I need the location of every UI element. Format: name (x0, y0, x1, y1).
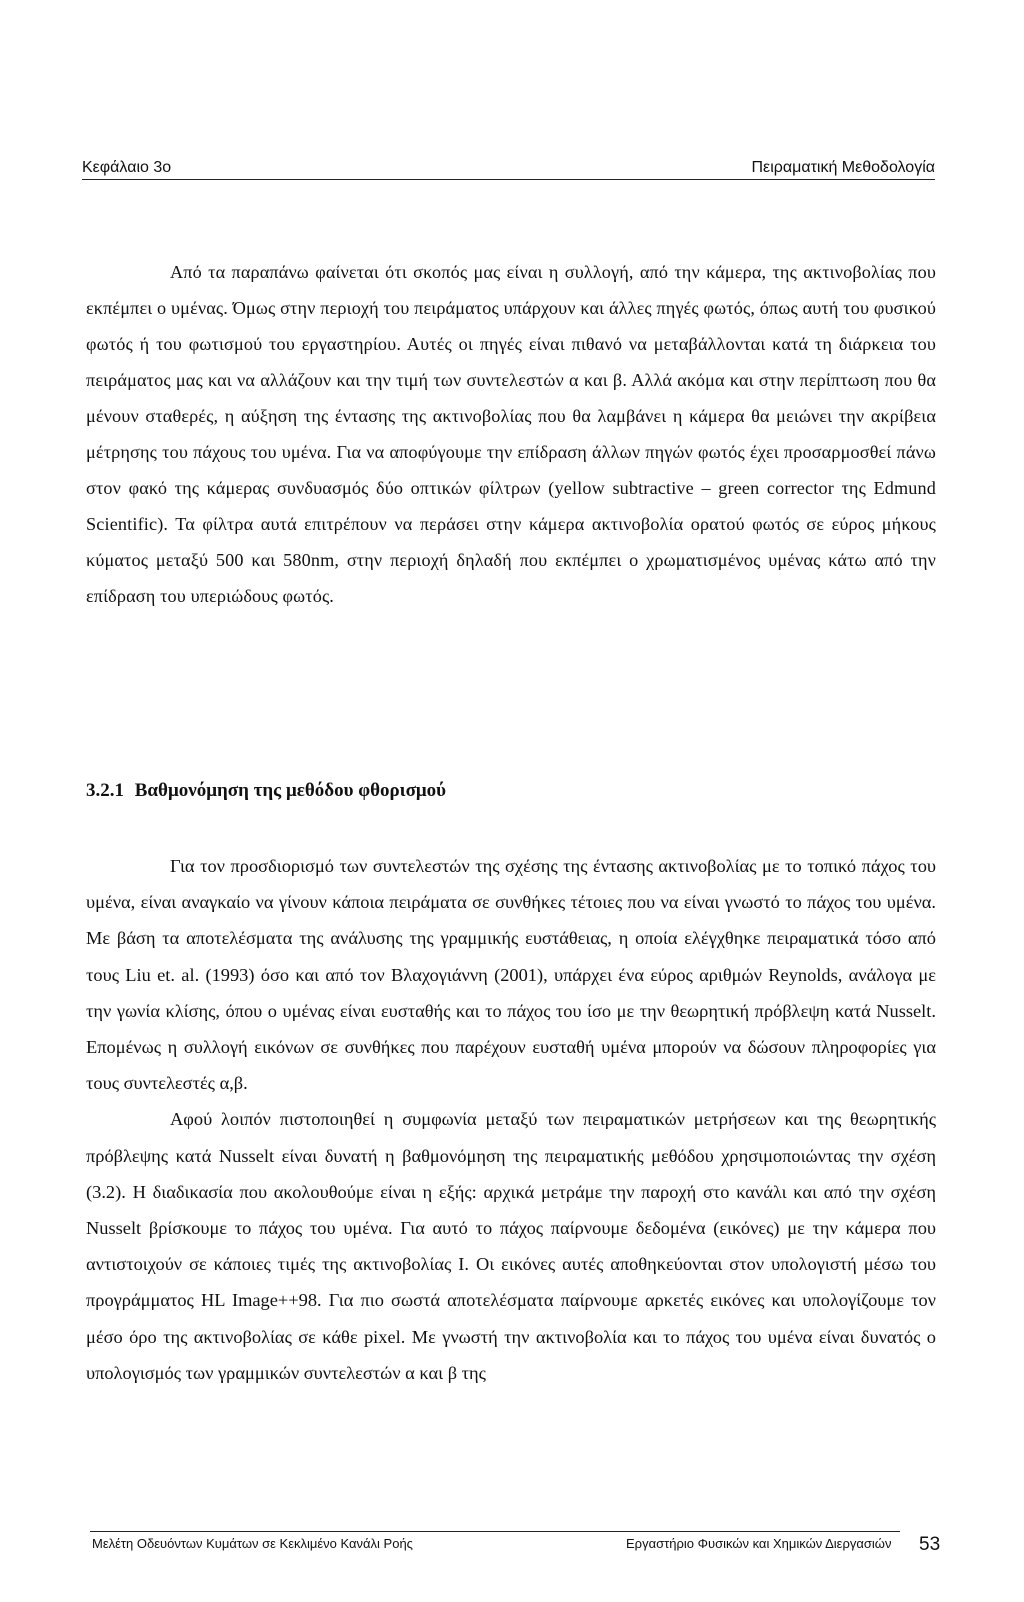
section-title: Βαθμονόμηση της μεθόδου φθορισμού (134, 780, 447, 801)
chapter-label: Κεφάλαιο 3ο (82, 159, 172, 176)
section-title-label: Πειραματική Μεθοδολογία (751, 159, 935, 176)
section-number: 3.2.1 (86, 780, 124, 801)
section-text-block (86, 848, 936, 1391)
running-header (82, 158, 935, 180)
paragraph: Αφού λοιπόν πιστοποιηθεί η συμφωνία μεταξύ των πειραματικών μετρήσεων και της θεωρητικής πρόβλεψης κατά Nusselt είναι δυνατή η βαθμονόμηση της πειραματικής μεθόδου χρησιμοποιώντας την σχέση (3.2). Η διαδικασία που ακολουθούμε είναι η εξής: αρχικά μετράμε την παροχή στο κανάλι και από την σχέση Nusselt βρίσκουμε το πάχος του υμένα. Για αυτό το πάχος παίρνουμε δεδομένα (εικόνες) με την κάμερα που αντιστοιχούν σε κάποιες τιμές της ακτινοβολίας I. Οι εικόνες αυτές αποθηκεύονται στον υπολογιστή μέσω του προγράμματος HL Image++98. Για πιο σωστά αποτελέσματα παίρνουμε αρκετές εικόνες και υπολογίζουμε τον μέσο όρο της ακτινοβολίας σε κάθε pixel. Με γνωστή την ακτινοβολία και το πάχος του υμένα είναι δυνατός ο υπολογισμός των γραμμικών συντελεστών α και β της (86, 1109, 936, 1383)
paragraph: Από τα παραπάνω φαίνεται ότι σκοπός μας είναι η συλλογή, από την κάμερα, της ακτινοβολίας που εκπέμπει ο υμένας. Όμως στην περιοχή του πειράματος υπάρχουν και άλλες πηγές φωτός, όπως αυτή του φυσικού φωτός ή του φωτισμού του εργαστηρίου. Αυτές οι πηγές είναι πιθανό να μεταβάλλονται κατά τη διάρκεια του πειράματος μας και να αλλάζουν και την τιμή των συντελεστών α και β. Αλλά ακόμα και στην περίπτωση που θα μένουν σταθερές, η αύξηση της έντασης της ακτινοβολίας που θα λαμβάνει η κάμερα θα μειώνει την ακρίβεια μέτρησης του πάχους του υμένα. Για να αποφύγουμε την επίδραση άλλων πηγών φωτός έχει προσαρμοσθεί πάνω στον φακό της κάμερας συνδυασμός δύο οπτικών φίλτρων (yellow subtractive – green corrector της Edmund Scientific). Τα φίλτρα αυτά επιτρέπουν να περάσει στην κάμερα ακτινοβολία ορατού φωτός σε εύρος μήκους κύματος μεταξύ 500 και 580nm, στην περιοχή δηλαδή που εκπέμπει ο χρωματισμένος υμένας κάτω από την επίδραση του υπεριώδους φωτός. (86, 262, 936, 606)
footer-lab-name: Εργαστήριο Φυσικών και Χημικών Διεργασιών (626, 1536, 892, 1551)
page-number: 53 (919, 1534, 941, 1555)
intro-text-block (86, 254, 936, 614)
paragraph: Για τον προσδιορισμό των συντελεστών της σχέσης της έντασης ακτινοβολίας με το τοπικό πάχος του υμένα, είναι αναγκαίο να γίνουν κάποια πειράματα σε συνθήκες τέτοιες που να είναι γνωστό το πάχος του υμένα. Με βάση τα αποτελέσματα της ανάλυσης της γραμμικής ευστάθειας, η οποία ελέγχθηκε πειραματικά τόσο από τους Liu et. al. (1993) όσο και από τον Βλαχογιάννη (2001), υπάρχει ένα εύρος αριθμών Reynolds, ανάλογα με την γωνία κλίσης, όπου ο υμένας είναι ευσταθής και το πάχος του ίσο με την θεωρητική πρόβλεψη κατά Nusselt. Επομένως η συλλογή εικόνων σε συνθήκες που παρέχουν ευσταθή υμένα μπορούν να δώσουν πληροφορίες για τους συντελεστές α,β. (86, 856, 936, 1094)
footer-document-title: Μελέτη Οδευόντων Κυμάτων σε Κεκλιμένο Κανάλι Ροής (92, 1536, 413, 1551)
section-heading (86, 778, 446, 804)
footer-rule (90, 1531, 900, 1532)
